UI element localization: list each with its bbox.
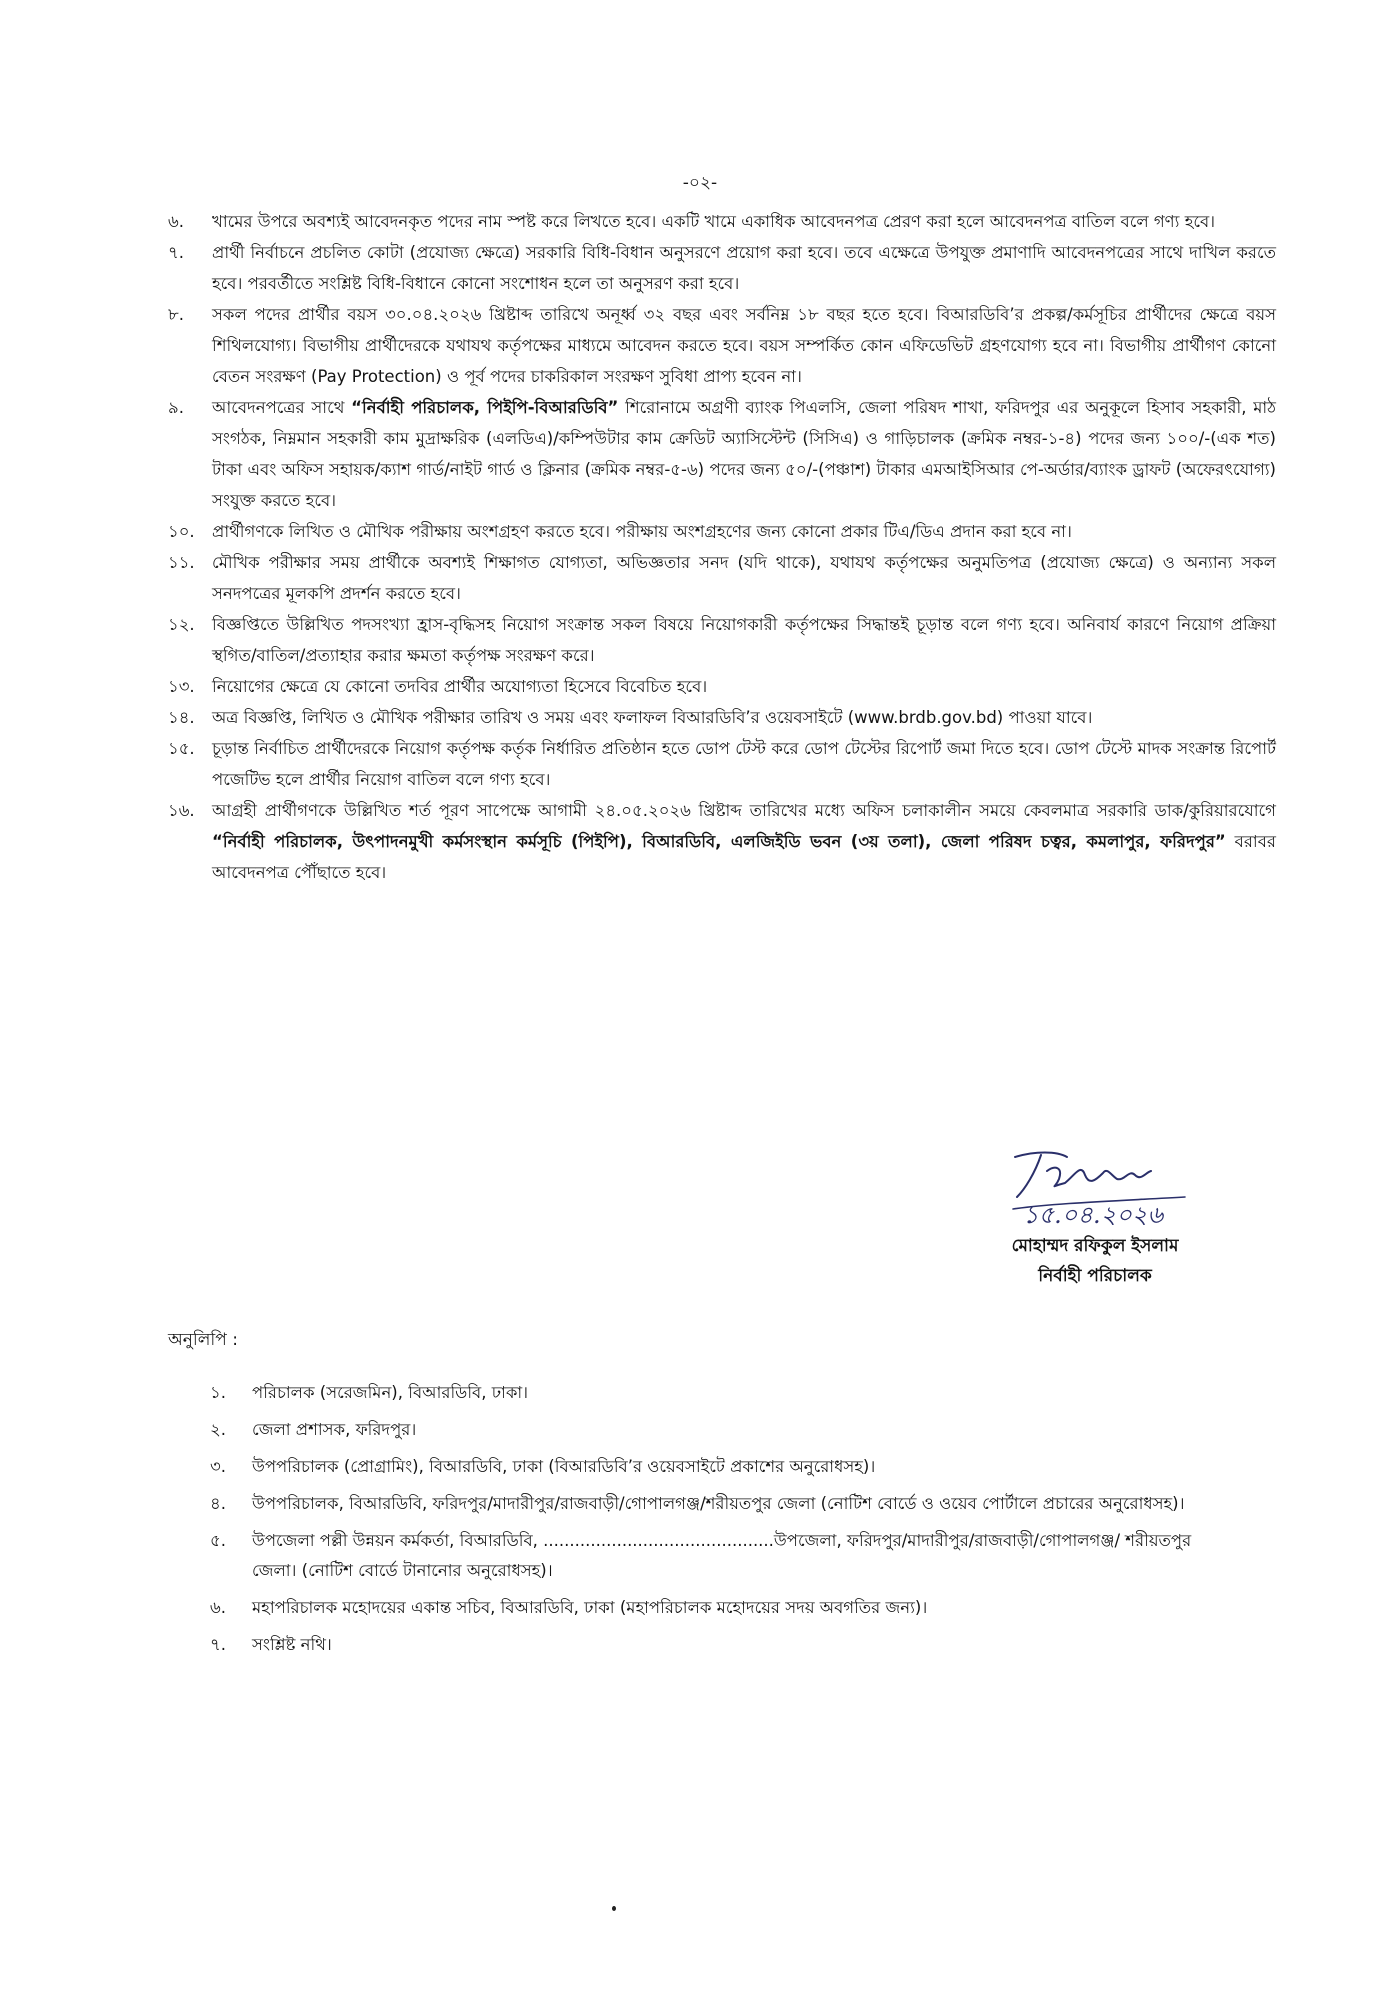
item-text: উপজেলা পল্লী উন্নয়ন কর্মকর্তা, বিআরডিবি, ............................................উপজেলা, ফরিদপুর/মাদারীপুর/রাজবাড়ী/গোপালগঞ্জ/ শরীয়তপুর জেলা। (নোটিশ বোর্ডে টানানোর অনুরোধসহ)। [252,1531,1192,1580]
item-number: ১০. [168,522,195,541]
item-text: জেলা প্রশাসক, ফরিদপুর। [252,1420,417,1439]
signer-title: নির্বাহী পরিচালক [1038,1266,1152,1286]
item-number: ১৬. [168,801,195,820]
item-text [212,795,1276,888]
item-text: উপপরিচালক (প্রোগ্রামিং), বিআরডিবি, ঢাকা (বিআরডিবি’র ওয়েবসাইটে প্রকাশের অনুরোধসহ)। [252,1457,876,1476]
item-text: খামের উপরে অবশ্যই আবেদনকৃত পদের নাম স্পষ্ট করে লিখতে হবে। একটি খামে একাধিক আবেদনপত্র প্রেরণ করা হলে আবেদনপত্র বাতিল বলে গণ্য হবে। [212,212,1216,231]
signer-name: মোহাম্মদ রফিকুল ইসলাম [1011,1236,1179,1256]
list-item [168,733,1276,795]
item-text: প্রার্থী নির্বাচনে প্রচলিত কোটা (প্রযোজ্য ক্ষেত্রে) সরকারি বিধি-বিধান অনুসরণে প্রয়োগ করা হবে। তবে এক্ষেত্রে উপযুক্ত প্রমাণাদি আবেদনপত্রের সাথে দাখিল করতে হবে। পরবর্তীতে সংশ্লিষ্ট বিধি-বিধানে কোনো সংশোধন হলে তা অনুসরণ করা হবে। [212,243,1276,293]
list-item [210,1593,1240,1623]
list-item [168,516,1276,547]
list-item [168,702,1276,733]
item-number: ৩. [210,1457,226,1476]
item-number: ১৫. [168,739,195,758]
item-number: ১৩. [168,677,195,696]
copy-to-label: অনুলিপি : [168,1330,238,1350]
item-text-part: শিরোনামে অগ্রণী ব্যাংক পিএলসি, জেলা পরিষদ শাখা, ফরিদপুর এর অনুকূলে হিসাব সহকারী, মাঠ সংগঠক, নিম্নমান সহকারী কাম মুদ্রাক্ষরিক (এলডিএ)/কম্পিউটার কাম ক্রেডিট অ্যাসিস্টেন্ট (সিসিএ) ও গাড়িচালক (ক্রমিক নম্বর-১-৪) পদের জন্য ১০০/-(এক শত) টাকা এবং অফিস সহায়ক/ক্যাশ গার্ড/নাইট গার্ড ও ক্লিনার (ক্রমিক নম্বর-৫-৬) পদের জন্য ৫০/-(পঞ্চাশ) টাকার এমআইসিআর পে-অর্ডার/ব্যাংক ড্রাফট (অফেরৎযোগ্য) সংযুক্ত করতে হবে। [212,398,1276,510]
item-number: ৪. [210,1494,226,1513]
list-item [210,1378,1240,1408]
handwritten-signature [995,1145,1235,1225]
item-text [212,392,1276,516]
list-item [210,1630,1240,1660]
list-item [168,609,1276,671]
item-number: ২. [210,1420,226,1439]
item-text: নিয়োগের ক্ষেত্রে যে কোনো তদবির প্রার্থীর অযোগ্যতা হিসেবে বিবেচিত হবে। [212,677,708,696]
item-number: ১৪. [168,708,195,727]
list-item [210,1452,1240,1482]
application-address: “নির্বাহী পরিচালক, উৎপাদনমুখী কর্মসংস্থান কর্মসূচি (পিইপি), বিআরডিবি, এলজিইডি ভবন (৩য় তলা), জেলা পরিষদ চত্বর, কমলাপুর, ফরিদপুর” [212,832,1226,851]
item-text: সকল পদের প্রার্থীর বয়স ৩০.০৪.২০২৬ খ্রিষ্টাব্দ তারিখে অনূর্ধ্ব ৩২ বছর এবং সর্বনিম্ন ১৮ বছর হতে হবে। বিআরডিবি’র প্রকল্প/কর্মসূচির প্রার্থীদের ক্ষেত্রে বয়স শিথিলযোগ্য। বিভাগীয় প্রার্থীদেরকে যথাযথ কর্তৃপক্ষের মাধ্যমে আবেদন করতে হবে। বয়স সম্পর্কিত কোন এফিডেভিট গ্রহণযোগ্য হবে না। বিভাগীয় প্রার্থীগণ কোনো বেতন সংরক্ষণ (Pay Protection) ও পূর্ব পদের চাকরিকাল সংরক্ষণ সুবিধা প্রাপ্য হবেন না। [212,305,1276,386]
item-number: ৮. [168,305,184,324]
list-item [168,547,1276,609]
list-item [210,1415,1240,1445]
item-text: প্রার্থীগণকে লিখিত ও মৌখিক পরীক্ষায় অংশগ্রহণ করতে হবে। পরীক্ষায় অংশগ্রহণের জন্য কোনো প্রকার টিএ/ডিএ প্রদান করা হবে না। [212,522,1072,541]
item-number: ৭. [168,243,184,262]
item-number: ৬. [168,212,184,231]
signature-block [960,1145,1230,1291]
item-text: অত্র বিজ্ঞপ্তি, লিখিত ও মৌখিক পরীক্ষার তারিখ ও সময় এবং ফলাফল বিআরডিবি’র ওয়েবসাইটে (www.brdb.gov.bd) পাওয়া যাবে। [212,708,1093,727]
list-item [168,795,1276,888]
item-text-part: আগ্রহী প্রার্থীগণকে উল্লিখিত শর্ত পূরণ সাপেক্ষে আগামী ২৪.০৫.২০২৬ খ্রিষ্টাব্দ তারিখের মধ্যে অফিস চলাকালীন সময়ে কেবলমাত্র সরকারি ডাক/কুরিয়ারযোগে [212,801,1276,820]
list-item [168,671,1276,702]
item-text: পরিচালক (সরেজমিন), বিআরডিবি, ঢাকা। [252,1383,529,1402]
item-text: মৌখিক পরীক্ষার সময় প্রার্থীকে অবশ্যই শিক্ষাগত যোগ্যতা, অভিজ্ঞতার সনদ (যদি থাকে), যথাযথ কর্তৃপক্ষের অনুমতিপত্র (প্রযোজ্য ক্ষেত্রে) ও অন্যান্য সকল সনদপত্রের মূলকপি প্রদর্শন করতে হবে। [212,553,1276,603]
list-item [210,1526,1240,1586]
item-number: ৫. [210,1531,226,1550]
list-item [168,299,1276,392]
item-text-part: আবেদনপত্রের সাথে [212,398,352,417]
item-number: ৬. [210,1598,226,1617]
copy-to-list [210,1378,1240,1667]
list-item [168,237,1276,299]
list-item [210,1489,1240,1519]
item-text: মহাপরিচালক মহোদয়ের একান্ত সচিব, বিআরডিবি, ঢাকা (মহাপরিচালক মহোদয়ের সদয় অবগতির জন্য)। [252,1598,928,1617]
item-text: বিজ্ঞপ্তিতে উল্লিখিত পদসংখ্যা হ্রাস-বৃদ্ধিসহ নিয়োগ সংক্রান্ত সকল বিষয়ে নিয়োগকারী কর্তৃপক্ষের সিদ্ধান্তই চূড়ান্ত বলে গণ্য হবে। অনিবার্য কারণে নিয়োগ প্রক্রিয়া স্থগিত/বাতিল/প্রত্যাহার করার ক্ষমতা কর্তৃপক্ষ সংরক্ষণ করে। [212,615,1276,665]
item-text: উপপরিচালক, বিআরডিবি, ফরিদপুর/মাদারীপুর/রাজবাড়ী/গোপালগঞ্জ/শরীয়তপুর জেলা (নোটিশ বোর্ডে ও ওয়েব পোর্টালে প্রচারের অনুরোধসহ)। [252,1494,1185,1513]
item-text-part: বরাবর আবেদনপত্র পৌঁছাতে হবে। [212,832,1276,882]
list-item [168,392,1276,516]
item-text: চূড়ান্ত নির্বাচিত প্রার্থীদেরকে নিয়োগ কর্তৃপক্ষ কর্তৃক নির্ধারিত প্রতিষ্ঠান হতে ডোপ টেস্ট করে ডোপ টেস্টের রিপোর্ট জমা দিতে হবে। ডোপ টেস্টে মাদক সংক্রান্ত রিপোর্ট পজেটিভ হলে প্রার্থীর নিয়োগ বাতিল বলে গণ্য হবে। [212,739,1276,789]
page-number: -০২- [682,173,718,193]
item-number: ১২. [168,615,195,634]
scan-speck [612,1906,616,1911]
item-number: ৯. [168,398,184,417]
item-number: ৭. [210,1635,226,1654]
conditions-list [168,206,1276,888]
signature-date: ১৫.০৪.২০২৬ [1023,1201,1164,1225]
list-item [168,206,1276,237]
item-number: ১. [210,1383,226,1402]
item-text: সংশ্লিষ্ট নথি। [252,1635,332,1654]
item-number: ১১. [168,553,195,572]
bank-draft-payee: “নির্বাহী পরিচালক, পিইপি-বিআরডিবি” [351,398,619,417]
